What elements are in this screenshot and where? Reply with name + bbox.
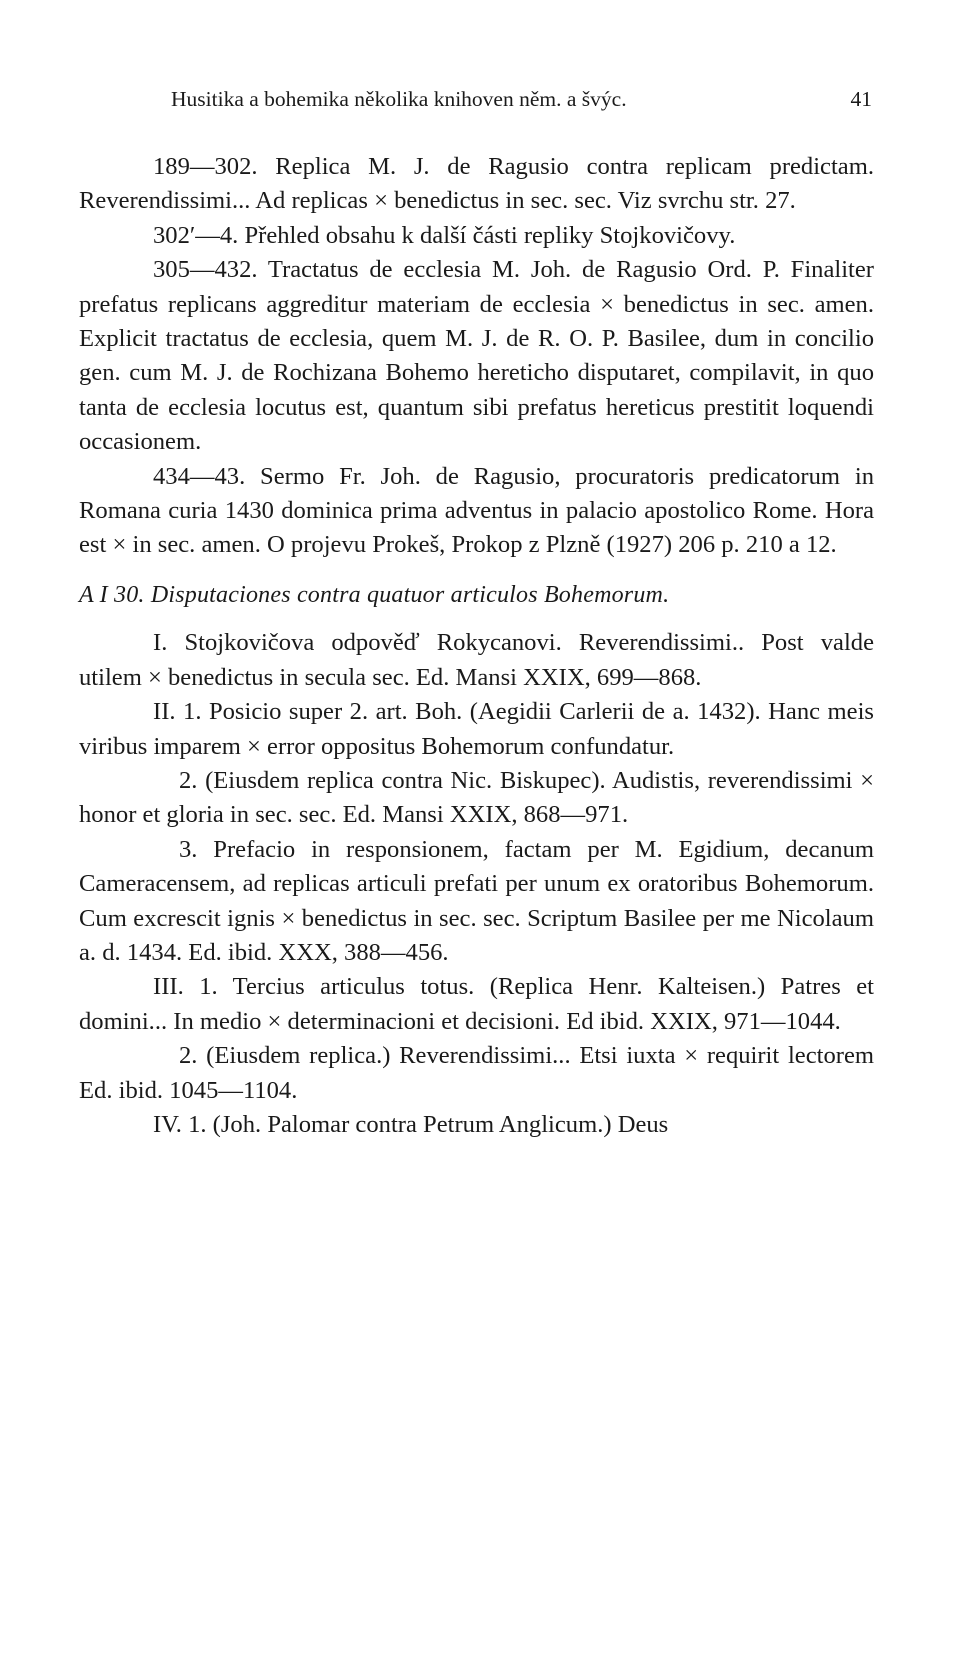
- page-body: [79, 150, 874, 1142]
- document-page: [79, 0, 874, 1659]
- entry-iv-1: IV. 1. (Joh. Palomar contra Petrum Anglicum.) Deus: [153, 1110, 669, 1138]
- entry-iii-2: 2. (Eiusdem replica.) Reverendissimi... Etsi iuxta × requirit lectorem Ed. ibid. 1045—1104.: [79, 1042, 874, 1104]
- running-title: Husitika a bohemika několika knihoven něm. a švýc.: [171, 87, 627, 111]
- section-title: Disputaciones contra quatuor articulos Bohemorum.: [150, 581, 670, 608]
- entry-ii-1: II. 1. Posicio super 2. art. Boh. (Aegidii Carlerii de a. 1432). Hanc meis viribus imparem × error oppositus Bohemorum confundatur.: [79, 698, 874, 760]
- entry-iii-1: III. 1. Tercius articulus totus. (Replica Henr. Kalteisen.) Patres et domini... In medio × determinacioni et decisioni. Ed ibid. XXIX, 971—1044.: [79, 973, 874, 1035]
- page-number: 41: [850, 87, 872, 111]
- entry-302-4: 302′—4. Přehled obsahu k další části repliky Stojkovičovy.: [153, 221, 736, 249]
- running-head: [79, 84, 874, 114]
- entry-ii-3: 3. Prefacio in responsionem, factam per M. Egidium, decanum Cameracensem, ad replicas articuli prefati per unum ex oratoribus Bohemorum. Cum excrescit ignis × benedictus in sec. sec. Scriptum Basilee per me Nicolaum a. d. 1434. Ed. ibid. XXX, 388—456.: [79, 835, 874, 966]
- manuscript-signature: A I 30.: [79, 581, 145, 608]
- entry-305-432: 305—432. Tractatus de ecclesia M. Joh. de Ragusio Ord. P. Finaliter prefatus replicans aggreditur materiam de ecclesia × benedictus in sec. amen. Explicit tractatus de ecclesia, quem M. J. de R. O. P. Basilee, dum in concilio gen. cum M. J. de Rochizana Bohemo hereticho disputaret, compilavit, in quo tanta de ecclesia locutus est, quantum sibi prefatus hereticus prestitit loquendi occasionem.: [79, 256, 874, 456]
- section-heading: [79, 578, 874, 612]
- entry-434-43: 434—43. Sermo Fr. Joh. de Ragusio, procuratoris predicatorum in Romana curia 1430 dominica prima adventus in palacio apostolico Rome. Hora est × in sec. amen. O projevu Prokeš, Prokop z Plzně (1927) 206 p. 210 a 12.: [79, 462, 874, 559]
- entry-189-302: 189—302. Replica M. J. de Ragusio contra replicam predictam. Reverendissimi... Ad replicas × benedictus in sec. sec. Viz svrchu str. 27.: [79, 153, 874, 215]
- entry-ii-2: 2. (Eiusdem replica contra Nic. Biskupec). Audistis, reverendissimi × honor et gloria in sec. sec. Ed. Mansi XXIX, 868—971.: [79, 766, 874, 829]
- entry-i: I. Stojkovičova odpověď Rokycanovi. Reverendissimi.. Post valde utilem × benedictus in secula sec. Ed. Mansi XXIX, 699—868.: [79, 629, 874, 691]
